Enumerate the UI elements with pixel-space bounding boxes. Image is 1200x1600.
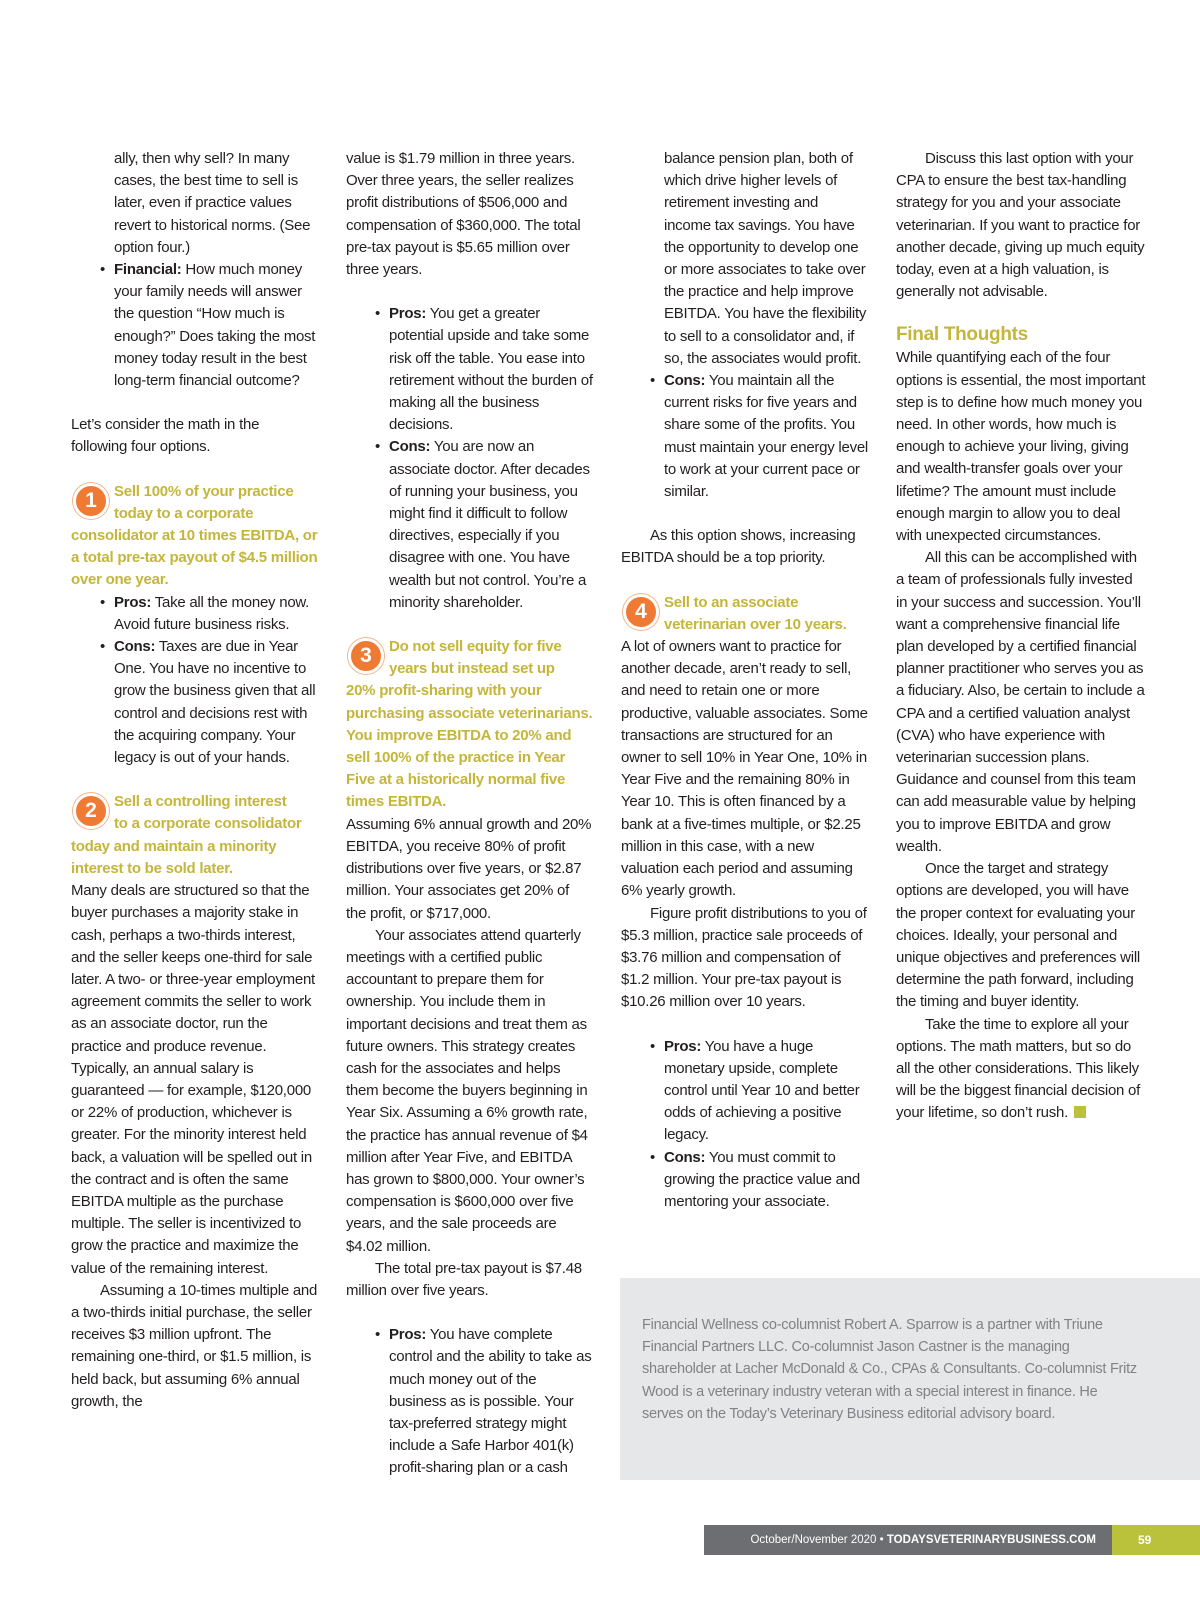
pros-label: Pros: (389, 305, 427, 323)
option-3-heading-line2: years but instead set up (389, 660, 555, 678)
option-1-heading-line2: today to a corporate (114, 504, 254, 522)
financial-text: How much money your family needs will answer the question “How much is enough?” Does taking the most money today result in the best long-term financial outcome? (114, 261, 316, 390)
option-3-pros-continuation: balance pension plan, both of which drive higher levels of retirement investing and income tax savings. You have the opportunity to develop one or more associates to take over the practice and help improve EBITDA. You have the flexibility to sell to a consolidator and, if so, the associates would profit. (664, 150, 867, 367)
article-column-2 (346, 148, 593, 1480)
author-bio-text: Financial Wellness co-columnist Robert A. Sparrow is a partner with Triune Financial Partners LLC. Co-columnist Jason Castner is the managing shareholder at Lacher McDonald & Co., CPAs & Consultants. Co-columnist Fritz Wood is a veterinary industry veteran with a special interest in finance. He serves on the Today’s Veterinary Business editorial advisory board. (642, 1317, 1137, 1422)
option-1-heading-rest: consolidator at 10 times EBITDA, or a total pre-tax payout of $4.5 million over one year. (71, 527, 318, 589)
option-1-number-badge: 1 (73, 483, 109, 519)
option-3-paragraph-1: Assuming 6% annual growth and 20% EBITDA, you receive 80% of profit distributions over five years, or $2.87 million. Your associates get 20% of the profit, or $717,000. (346, 815, 592, 922)
pros-text: You have a huge monetary upside, complete control until Year 10 and better odds of achieving a positive legacy. (664, 1037, 860, 1144)
option-4-paragraph-1: A lot of owners want to practice for another decade, aren’t ready to sell, and need to retain one or more productive, valuable associates. Some transactions are structured for an owner to sell 10% in Year One, 10% in Year Five and the remaining 80% in Year 10. This is often financed by a bank at a five-times multiple, or $2.25 million in this case, with a new valuation each period and assuming 6% yearly growth. (621, 638, 868, 900)
option-4-cons (621, 1147, 868, 1214)
final-paragraph-4-text: Take the time to explore all your options. The math matters, but so do all the other considerations. This likely will be the biggest financial decision of your lifetime, so don’t rush. (896, 1015, 1141, 1122)
option-2-paragraph-2: Assuming a 10-times multiple and a two-thirds initial purchase, the seller receives $3 million upfront. The remaining one-third, or $1.5 million, is held back, but assuming 6% annual growth, the (71, 1281, 318, 1410)
option-3-heading (346, 636, 593, 814)
article-column-3 (621, 148, 868, 1213)
page-number: 59 (1112, 1525, 1200, 1555)
option-4-bullets (621, 1036, 868, 1214)
cons-label: Cons: (664, 1148, 706, 1166)
final-paragraph-1: While quantifying each of the four options is essential, the most important step is to define how much money you need. In other words, how much is enough to achieve your living, giving and wealth-transfer goals over your lifetime? The amount must include enough margin to allow you to deal with unexpected circumstances. (896, 349, 1146, 545)
option-4-heading-line2: veterinarian over 10 years. (664, 615, 847, 633)
intro-continuation: ally, then why sell? In many cases, the best time to sell is later, even if practice values revert to historical norms. (See option four.) (114, 150, 311, 256)
article-column-1 (71, 148, 318, 1413)
option-2-continuation: value is $1.79 million in three years. Over three years, the seller realizes profit distributions of $506,000 and compensation of $360,000. The total pre-tax payout is $5.65 million over three years. (346, 150, 581, 279)
option-2-number-badge: 2 (73, 793, 109, 829)
cons-text: You maintain all the current risks for five years and share some of the profits. You must maintain your energy level to work at your current pace or similar. (664, 372, 869, 501)
option-2-heading-line2: to a corporate consolidator (114, 815, 302, 833)
cons-label: Cons: (114, 638, 156, 656)
final-paragraph-2: All this can be accomplished with a team of professionals fully invested in your success and succession. You’ll want a comprehensive financial life plan developed by a certified financial planner practitioner who serves you as a fiduciary. Also, be certain to include a CPA and a certified valuation analyst (CVA) who have experience with veterinarian succession plans. Guidance and counsel from this team can add measurable value by helping you to improve EBITDA and grow wealth. (896, 549, 1145, 855)
option-3 (346, 636, 593, 1480)
as-option-paragraph: As this option shows, increasing EBITDA should be a top priority. (621, 527, 856, 567)
cons-text: You are now an associate doctor. After decades of running your business, you might find it difficult to follow directives, especially if you disagree with one. You have wealth but not control. You’re a minority shareholder. (389, 438, 590, 611)
footer-website-link[interactable]: TODAYSVETERINARYBUSINESS.COM (886, 1534, 1096, 1546)
option-3-heading-rest: 20% profit-sharing with your purchasing associate veterinarians. You improve EBITDA to 20% and sell 100% of the practice in Year Five at a historically normal five times EBITDA. (346, 682, 593, 811)
pros-text: You get a greater potential upside and take some risk off the table. You ease into retirement without the burden of making all the business decisions. (389, 305, 593, 434)
final-thoughts-heading: Final Thoughts (896, 324, 1028, 346)
option-3-bullets (346, 1324, 593, 1479)
option-4 (621, 592, 868, 1213)
option-2-paragraph-1: Many deals are structured so that the buyer purchases a majority stake in cash, perhaps a two-thirds interest, and the seller keeps one-third for sale later. A two- or three-year employment agreement commits the seller to work as an associate doctor, run the practice and produce revenue. Typically, an annual salary is guaranteed — for example, $120,000 or 22% of production, whichever is greater. For the minority interest held back, a valuation will be spelled out in the contract and is often the same EBITDA multiple as the purchase multiple. The seller is incentivized to grow the practice and maximize the value of the remaining interest. (71, 882, 315, 1277)
option-2-bullets (346, 303, 593, 614)
cons-text: Taxes are due in Year One. You have no incentive to grow the business given that all control and decisions rest with the acquiring company. Your legacy is out of your hands. (114, 638, 316, 767)
option-4-number-badge: 4 (623, 594, 659, 630)
option-1 (71, 481, 318, 770)
pros-text: You have complete control and the ability to take as much money out of the business as is possible. Your tax-preferred strategy might include a Safe Harbor 401(k) profit-sharing plan or a cash (389, 1326, 592, 1477)
pros-label: Pros: (389, 1326, 427, 1344)
option-3-cons (621, 370, 868, 503)
pros-label: Pros: (114, 593, 152, 611)
option-1-pros (71, 592, 318, 636)
author-bio-box (620, 1278, 1200, 1480)
article-column-4 (896, 148, 1146, 1125)
option-1-bullets (71, 592, 318, 770)
option-3-number-badge: 3 (348, 638, 384, 674)
option-4-heading-line1: Sell to an associate (664, 593, 799, 611)
option-2-pros (346, 303, 593, 436)
option-2-heading-rest: today and maintain a minority interest to be sold later. (71, 837, 277, 877)
financial-label: Financial: (114, 261, 182, 279)
option-2 (71, 791, 318, 1413)
consider-paragraph: Let’s consider the math in the following four options. (71, 416, 260, 456)
end-mark-square-icon (1074, 1106, 1086, 1118)
option-4-heading (621, 592, 868, 636)
cons-label: Cons: (664, 372, 706, 390)
option-1-cons (71, 636, 318, 769)
option-1-heading-line1: Sell 100% of your practice (114, 482, 294, 500)
pros-label: Pros: (664, 1037, 702, 1055)
option-2-heading (71, 791, 318, 880)
option-3-heading-line1: Do not sell equity for five (389, 638, 562, 656)
page-footer (704, 1525, 1112, 1555)
discuss-paragraph: Discuss this last option with your CPA to ensure the best tax-handling strategy for you and your associate veterinarian. If you want to practice for another decade, giving up much equity today, even at a high valuation, is generally not advisable. (896, 150, 1145, 301)
cons-label: Cons: (389, 438, 431, 456)
option-4-pros (621, 1036, 868, 1147)
option-3-paragraph-3: The total pre-tax payout is $7.48 million over five years. (346, 1259, 582, 1299)
option-3-pros (346, 1324, 593, 1479)
option-2-cons (346, 436, 593, 614)
option-2-heading-line1: Sell a controlling interest (114, 793, 287, 811)
footer-separator: • (876, 1534, 887, 1546)
option-4-paragraph-2: Figure profit distributions to you of $5.3 million, practice sale proceeds of $3.76 million and compensation of $1.2 million. Your pre-tax payout is $10.26 million over 10 years. (621, 904, 867, 1011)
financial-bullet-list (71, 259, 318, 392)
option-3-bullets-continued (621, 148, 868, 503)
final-paragraph-4 (896, 1014, 1146, 1125)
final-paragraph-3: Once the target and strategy options are developed, you will have the proper context for evaluating your choices. Ideally, your personal and unique objectives and preferences will determine the path forward, including the timing and buyer identity. (896, 860, 1140, 1011)
footer-issue-date: October/November 2020 (750, 1534, 877, 1546)
cons-text: You must commit to growing the practice value and mentoring your associate. (664, 1148, 860, 1210)
option-3-paragraph-2: Your associates attend quarterly meetings with a certified public accountant to prepare them for ownership. You include them in important decisions and treat them as future owners. This strategy creates cash for the associates and helps them become the buyers beginning in Year Six. Assuming a 6% growth rate, the practice has annual revenue of $4 million after Year Five, and EBITDA has grown to $800,000. Your owner’s compensation is $600,000 over five years, and the sale proceeds are $4.02 million. (346, 926, 588, 1255)
financial-bullet (71, 259, 318, 392)
pros-text: Take all the money now. Avoid future business risks. (114, 593, 310, 633)
option-1-heading (71, 481, 318, 592)
